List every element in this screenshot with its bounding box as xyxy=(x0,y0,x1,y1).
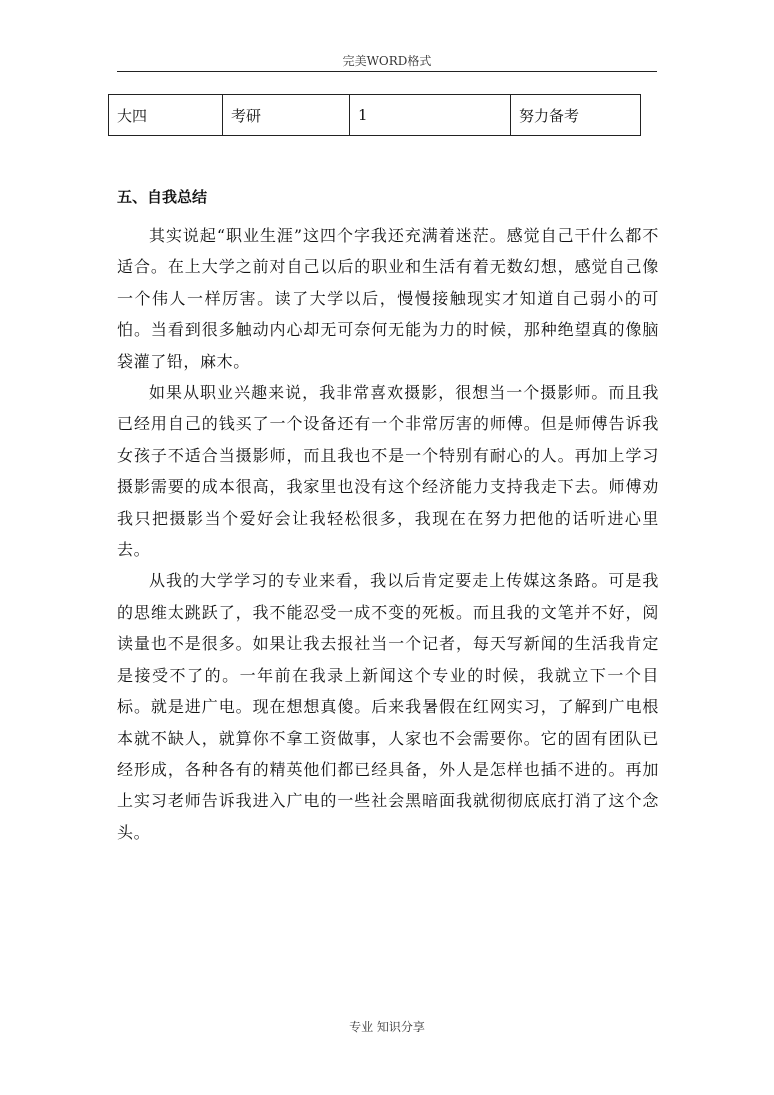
section-heading: 五、自我总结 xyxy=(117,188,208,206)
page-header: 完美WORD格式 xyxy=(342,54,432,68)
paragraph: 如果从职业兴趣来说，我非常喜欢摄影，很想当一个摄影师。而且我已经用自己的钱买了一个设备还有一个非常厉害的师傅。但是师傅告诉我女孩子不适合当摄影师，而且我也不是一个特别有耐心的人。再加上学习摄影需要的成本很高，我家里也没有这个经济能力支持我走下去。师傅劝我只把摄影当个爱好会让我轻松很多，我现在在努力把他的话听进心里去。 xyxy=(117,383,659,560)
paragraph: 从我的大学学习的专业来看，我以后肯定要走上传媒这条路。可是我的思维太跳跃了，我不能忍受一成不变的死板。而且我的文笔并不好，阅读量也不是很多。如果让我去报社当一个记者，每天写新闻的生活我肯定是接受不了的。一年前在我录上新闻这个专业的时候，我就立下一个目标。就是进广电。现在想想真傻。后来我暑假在红网实习，了解到广电根本就不缺人，就算你不拿工资做事，人家也不会需要你。它的固有团队已经形成，各种各有的精英他们都已经具备，外人是怎样也插不进的。再加上实习老师告诉我进入广电的一些社会黑暗面我就彻彻底底打消了这个念头。 xyxy=(117,571,659,842)
page-footer: 专业 知识分享 xyxy=(349,1020,425,1034)
cell-year: 大四 xyxy=(109,95,223,136)
body-text xyxy=(117,220,659,848)
plan-table xyxy=(108,94,641,136)
cell-count: 1 xyxy=(350,95,511,136)
cell-action: 努力备考 xyxy=(511,95,641,136)
table-row xyxy=(109,95,641,136)
cell-goal: 考研 xyxy=(223,95,350,136)
header-rule xyxy=(117,71,657,72)
paragraph: 其实说起“职业生涯”这四个字我还充满着迷茫。感觉自己干什么都不适合。在上大学之前对自己以后的职业和生活有着无数幻想，感觉自己像一个伟人一样厉害。读了大学以后，慢慢接触现实才知道自己弱小的可怕。当看到很多触动内心却无可奈何无能为力的时候，那种绝望真的像脑袋灌了铅，麻木。 xyxy=(117,226,659,371)
